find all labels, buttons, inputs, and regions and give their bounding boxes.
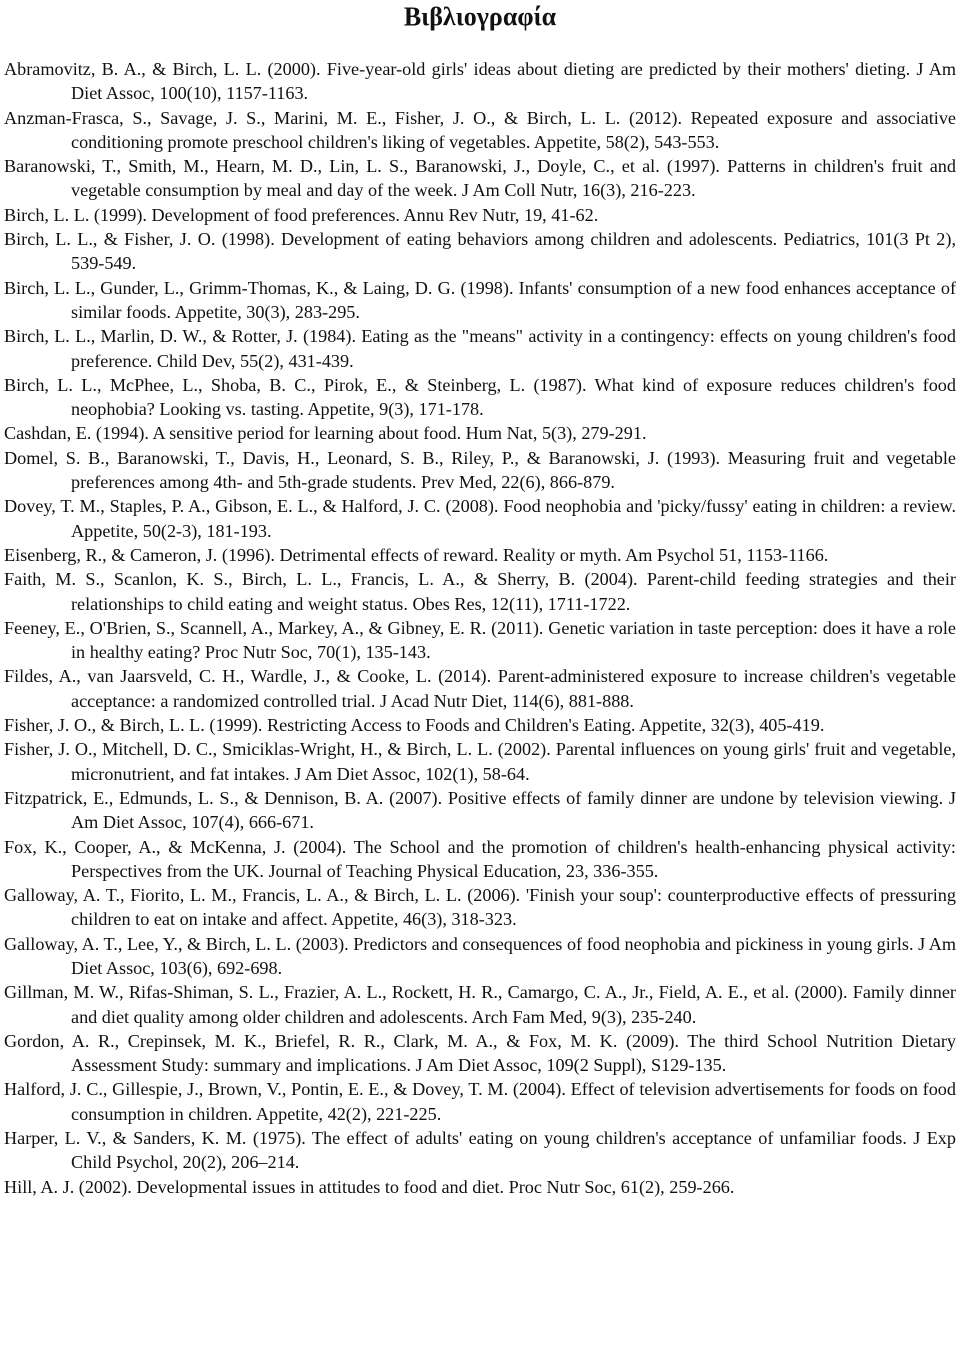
reference-entry: Birch, L. L., & Fisher, J. O. (1998). Development of eating behaviors among children and adolescents. Pediatrics, 101(3 Pt 2), 539-549.: [4, 229, 956, 274]
reference-entry: Cashdan, E. (1994). A sensitive period for learning about food. Hum Nat, 5(3), 279-291.: [4, 423, 647, 444]
reference-entry: Fildes, A., van Jaarsveld, C. H., Wardle, J., & Cooke, L. (2014). Parent-administered exposure to increase children's vegetable acceptance: a randomized controlled trial. J Acad Nutr Diet, 114(6), 881-888.: [4, 666, 956, 711]
reference-entry: Anzman-Frasca, S., Savage, J. S., Marini, M. E., Fisher, J. O., & Birch, L. L. (2012). Repeated exposure and associative conditioning promote preschool children's liking of vegetables. Appetite, 58(2), 543-553.: [4, 107, 956, 152]
reference-entry: Halford, J. C., Gillespie, J., Brown, V., Pontin, E. E., & Dovey, T. M. (2004). Effect of television advertisements for foods on food consumption in children. Appetite, 42(2), 221-225.: [4, 1079, 956, 1124]
reference-entry: Fisher, J. O., Mitchell, D. C., Smiciklas-Wright, H., & Birch, L. L. (2002). Parental influences on young girls' fruit and vegetable, micronutrient, and fat intakes. J Am Diet Assoc, 102(1), 58-64.: [4, 739, 956, 784]
reference-entry: Eisenberg, R., & Cameron, J. (1996). Detrimental effects of reward. Reality or myth. Am Psychol 51, 1153-1166.: [4, 544, 829, 565]
reference-entry: Fitzpatrick, E., Edmunds, L. S., & Dennison, B. A. (2007). Positive effects of family dinner are undone by television viewing. J Am Diet Assoc, 107(4), 666-671.: [4, 787, 956, 833]
reference-entry: Galloway, A. T., Fiorito, L. M., Francis, L. A., & Birch, L. L. (2006). 'Finish your soup': counterproductive effects of pressuring children to eat on intake and affect. Appetite, 46(3), 318-323.: [4, 885, 956, 930]
reference-entry: Fisher, J. O., & Birch, L. L. (1999). Restricting Access to Foods and Children's Eating. Appetite, 32(3), 405-419.: [4, 715, 825, 736]
reference-entry: Feeney, E., O'Brien, S., Scannell, A., Markey, A., & Gibney, E. R. (2011). Genetic variation in taste perception: does it have a role in healthy eating? Proc Nutr Soc, 70(1), 135-143.: [4, 617, 956, 663]
reference-entry: Fox, K., Cooper, A., & McKenna, J. (2004). The School and the promotion of children's health-enhancing physical activity: Perspectives from the UK. Journal of Teaching Physical Education, 23, 336-355.: [4, 836, 956, 881]
reference-entry: Birch, L. L. (1999). Development of food preferences. Annu Rev Nutr, 19, 41-62.: [4, 204, 599, 225]
reference-entry: Abramovitz, B. A., & Birch, L. L. (2000). Five-year-old girls' ideas about dieting are predicted by their mothers' dieting. J Am Diet Assoc, 100(10), 1157-1163.: [4, 59, 956, 104]
reference-list: [4, 57, 956, 1199]
reference-entry: Gillman, M. W., Rifas-Shiman, S. L., Frazier, A. L., Rockett, H. R., Camargo, C. A., Jr., Field, A. E., et al. (2000). Family dinner and diet quality among older children and adolescents. Arch Fam Med, 9(3), 235-240.: [4, 982, 956, 1027]
reference-entry: Birch, L. L., McPhee, L., Shoba, B. C., Pirok, E., & Steinberg, L. (1987). What kind of exposure reduces children's food neophobia? Looking vs. tasting. Appetite, 9(3), 171-178.: [4, 374, 956, 420]
reference-entry: Birch, L. L., Marlin, D. W., & Rotter, J. (1984). Eating as the "means" activity in a contingency: effects on young children's food preference. Child Dev, 55(2), 431-439.: [4, 326, 956, 371]
reference-entry: Galloway, A. T., Lee, Y., & Birch, L. L. (2003). Predictors and consequences of food neophobia and pickiness in young girls. J Am Diet Assoc, 103(6), 692-698.: [4, 933, 956, 978]
reference-entry: Dovey, T. M., Staples, P. A., Gibson, E. L., & Halford, J. C. (2008). Food neophobia and 'picky/fussy' eating in children: a review. Appetite, 50(2-3), 181-193.: [4, 496, 956, 541]
reference-entry: Baranowski, T., Smith, M., Hearn, M. D., Lin, L. S., Baranowski, J., Doyle, C., et al. (1997). Patterns in children's fruit and vegetable consumption by meal and day of the week. J Am Coll Nutr, 16(3), 216-223.: [4, 156, 956, 201]
reference-entry: Birch, L. L., Gunder, L., Grimm-Thomas, K., & Laing, D. G. (1998). Infants' consumption of a new food enhances acceptance of similar foods. Appetite, 30(3), 283-295.: [4, 277, 956, 322]
reference-entry: Faith, M. S., Scanlon, K. S., Birch, L. L., Francis, L. A., & Sherry, B. (2004). Parent-child feeding strategies and their relationships to child eating and weight status. Obes Res, 12(11), 1711-1722.: [4, 569, 956, 614]
reference-entry: Hill, A. J. (2002). Developmental issues in attitudes to food and diet. Proc Nutr Soc, 61(2), 259-266.: [4, 1176, 735, 1197]
reference-entry: Gordon, A. R., Crepinsek, M. K., Briefel, R. R., Clark, M. A., & Fox, M. K. (2009). The third School Nutrition Dietary Assessment Study: summary and implications. J Am Diet Assoc, 109(2 Suppl), S129-135.: [4, 1030, 956, 1076]
reference-entry: Harper, L. V., & Sanders, K. M. (1975). The effect of adults' eating on young children's acceptance of unfamiliar foods. J Exp Child Psychol, 20(2), 206–214.: [4, 1128, 956, 1173]
page-title: Βιβλιογραφία: [403, 2, 557, 31]
reference-entry: Domel, S. B., Baranowski, T., Davis, H., Leonard, S. B., Riley, P., & Baranowski, J. (1993). Measuring fruit and vegetable preferences among 4th- and 5th-grade students. Prev Med, 22(6), 866-879.: [4, 447, 956, 493]
